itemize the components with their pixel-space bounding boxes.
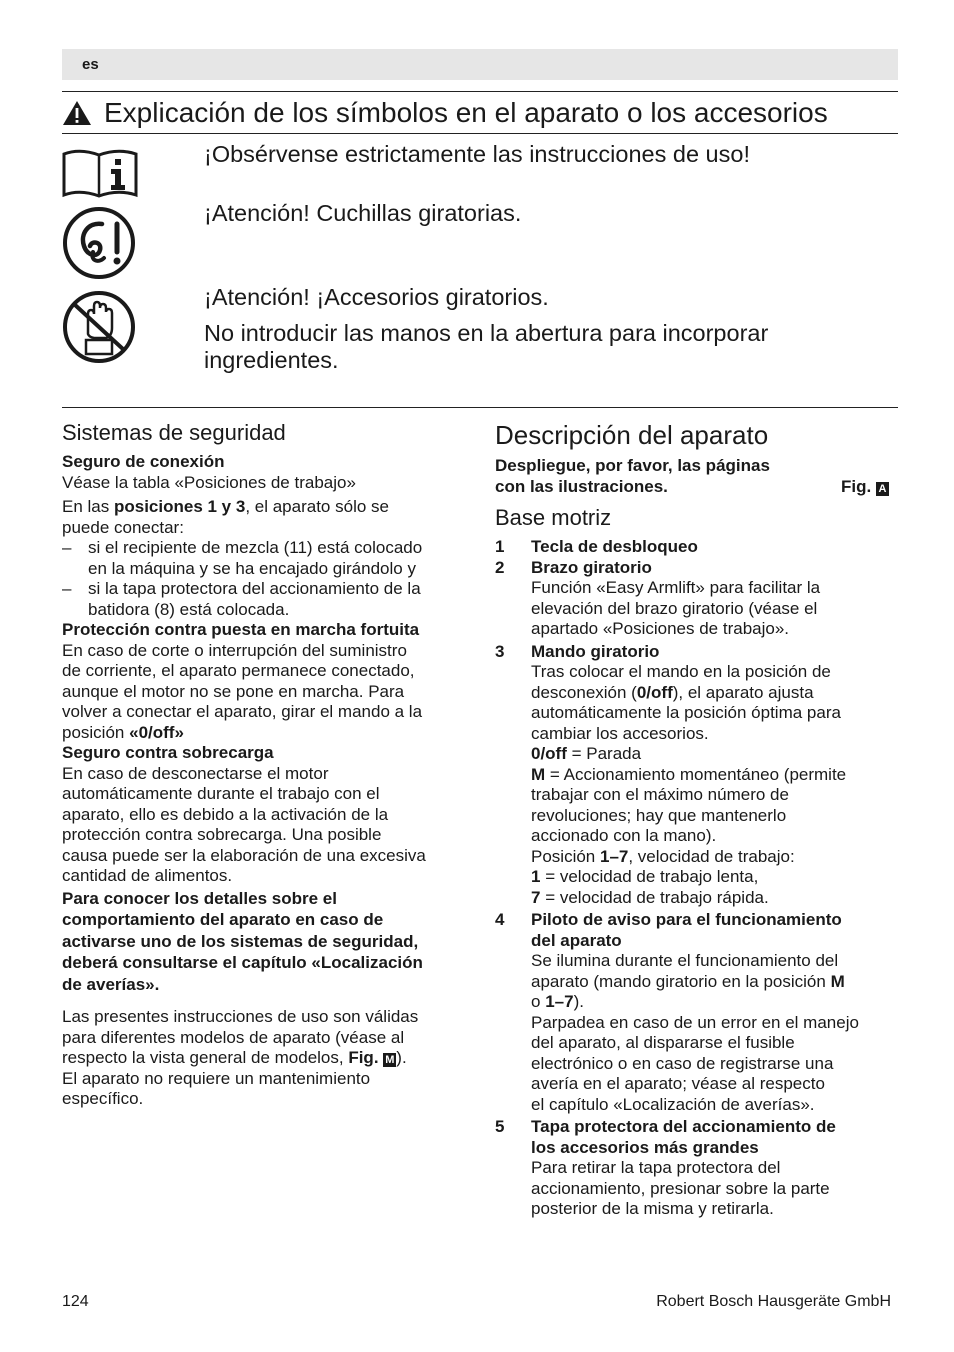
warning-icon	[62, 100, 92, 126]
rotating-blades-icon	[62, 206, 136, 280]
list-item: – si el recipiente de mezcla (11) está colocado en la máquina y se ha encajado girándolo y	[62, 538, 423, 578]
safety-systems-heading: Sistemas de seguridad	[62, 420, 286, 445]
accessories-symbol-text-2: No introducir las manos en la abertura para incorporar	[204, 320, 769, 346]
troubleshooting-note: Para conocer los detalles sobre el comportamiento del aparato en caso de activarse uno de los sistemas de seguridad, deberá consultarse el capítulo «Localización de averías».	[62, 888, 423, 994]
text-line: cantidad de alimentos.	[62, 866, 233, 885]
list-item: – si la tapa protectora del accionamiento de la batidora (8) está colocada.	[62, 579, 421, 619]
title-top-rule	[62, 91, 898, 92]
overload-title: Seguro contra sobrecarga	[62, 743, 274, 762]
language-bar	[62, 49, 898, 80]
intro-line: con las ilustraciones. Fig. A	[495, 477, 895, 498]
text-line: respecto la vista general de modelos, Fig. M ).	[62, 1048, 407, 1067]
text-line: específico.	[62, 1089, 144, 1108]
figure-m-marker: M	[385, 1054, 395, 1066]
intro-line: Despliegue, por favor, las páginas	[495, 456, 770, 475]
title-bottom-rule	[62, 133, 898, 134]
device-description-column	[495, 420, 895, 1220]
text-line: protección contra sobrecarga. Una posible	[62, 825, 382, 844]
motor-base-heading: Base motriz	[495, 505, 612, 530]
text-line: En caso de desconectarse el motor	[62, 763, 329, 783]
section-title	[62, 96, 902, 130]
text-line: automáticamente durante el trabajo con el	[62, 784, 380, 803]
text-line: En caso de corte o interrupción del suministro	[62, 640, 407, 660]
footer-company: Robert Bosch Hausgeräte GmbH	[656, 1293, 891, 1310]
instruction-manual-icon	[62, 146, 138, 198]
accessories-symbol-text-3: ingredientes.	[204, 347, 339, 373]
list-item: 4 Piloto de aviso para el funcionamiento del aparato Se ilumina durante el funcionamiento del aparato (mando giratorio en la posición M o 1–7). Parpadea en caso de un error en el manejo del aparato, al dispararse el fusible electrónico o en caso de registrarse una avería en el aparato; véase al respecto el capítulo «Localización de averías».	[495, 910, 859, 1114]
figure-a-marker: A	[876, 482, 889, 496]
accessories-symbol-text-1: ¡Atención! ¡Accesorios giratorios.	[204, 284, 549, 310]
connection-lock-para-end: puede conectar:	[62, 517, 184, 537]
list-item: 1 Tecla de desbloqueo	[495, 537, 698, 556]
device-description-heading: Descripción del aparato	[495, 420, 769, 450]
section-title-text: Explicación de los símbolos en el aparato o los accesorios	[104, 97, 828, 128]
text-line: Las presentes instrucciones de uso son válidas	[62, 1007, 419, 1026]
text-line: aparato, ello es debido a la activación de la	[62, 804, 389, 824]
connection-lock-para: En las posiciones 1 y 3, el aparato sólo se	[62, 497, 389, 516]
connection-lock-title: Seguro de conexión	[62, 452, 225, 471]
text-line: causa puede ser la elaboración de una excesiva	[62, 845, 426, 865]
text-line: aunque el motor no se pone en marcha. Para	[62, 681, 405, 701]
text-line: para diferentes modelos de aparato (véase al	[62, 1027, 405, 1047]
text-line: volver a conectar el aparato, girar el mando a la	[62, 702, 423, 721]
list-item: 5 Tapa protectora del accionamiento de los accesorios más grandes Para retirar la tapa protectora del accionamiento, presionar sobre la parte posterior de la misma y retirarla.	[495, 1117, 836, 1218]
safety-systems-column	[62, 420, 472, 1110]
page-number: 124	[62, 1293, 89, 1310]
text-line: de corriente, el aparato permanece conectado,	[62, 661, 415, 680]
text-line: El aparato no requiere un mantenimiento	[62, 1068, 371, 1088]
language-code: es	[82, 56, 99, 73]
no-hands-icon	[62, 290, 136, 364]
text-line: posición «0/off»	[62, 722, 184, 742]
list-item: 3 Mando giratorio Tras colocar el mando en la posición de desconexión (0/off), el aparato ajusta automáticamente la posición óptima para cambiar los accesorios. 0/off = Parada M = Accionamiento momentáneo (permite trabajar con el máximo número de revoluciones; hay que mantenerlo accionado con la mano). Posición 1–7, velocidad de trabajo: 1 = velocidad de trabajo lenta, 7 = velocidad de trabajo rápida.	[495, 641, 847, 907]
manual-symbol-text: ¡Obsérvense estrictamente las instrucciones de uso!	[204, 141, 750, 167]
list-item: 2 Brazo giratorio Función «Easy Armlift» para facilitar la elevación del brazo giratorio (véase el apartado «Posiciones de trabajo».	[495, 557, 821, 638]
blades-symbol-text: ¡Atención! Cuchillas giratorias.	[204, 200, 522, 226]
columns-top-rule	[62, 407, 898, 408]
connection-lock-ref: Véase la tabla «Posiciones de trabajo»	[62, 472, 356, 492]
accidental-start-title: Protección contra puesta en marcha fortuita	[62, 620, 420, 639]
